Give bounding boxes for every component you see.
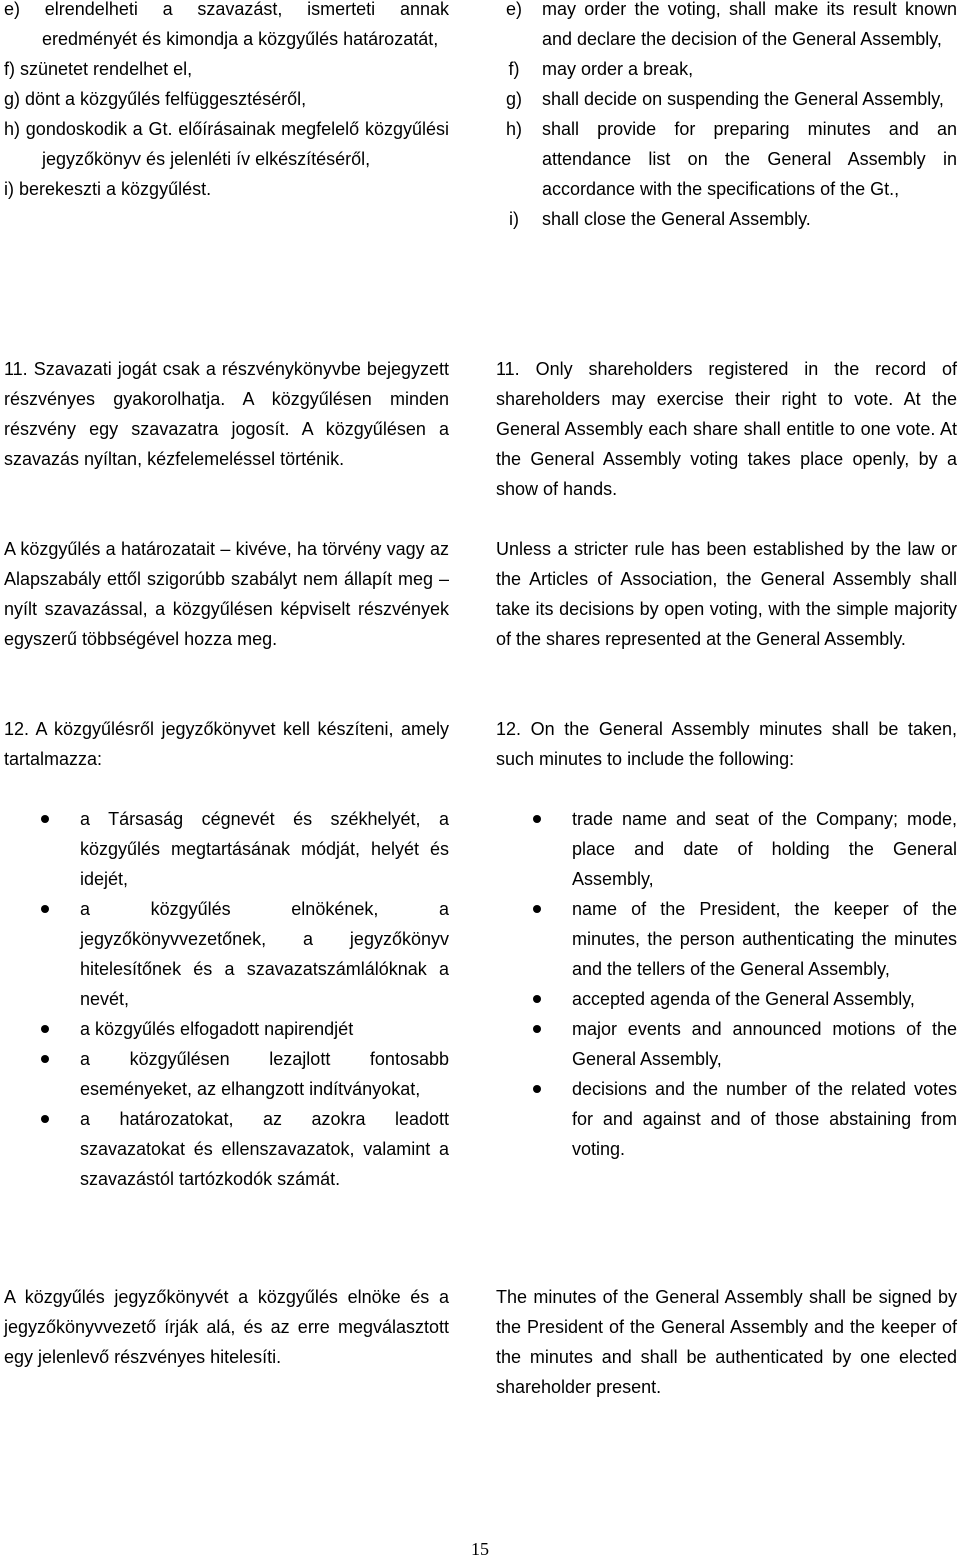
bullet-icon	[41, 905, 49, 913]
page-number: 15	[471, 1539, 489, 1559]
hu-list-item-h: h) gondoskodik a Gt. előírásainak megfelelő közgyűlési jegyzőkönyv és jelenléti ív elkészítéséről,	[4, 119, 449, 169]
en-list-item-i: i) shall close the General Assembly.	[496, 204, 957, 234]
en-list-item-g: g) shall decide on suspending the General Assembly,	[496, 84, 957, 114]
bullet-icon	[41, 1055, 49, 1063]
hu-section-12: 12. A közgyűlésről jegyzőkönyvet kell készíteni, amely tartalmazza:	[4, 719, 449, 769]
bullet-icon	[533, 995, 541, 1003]
bullet-icon	[41, 815, 49, 823]
bullet-icon	[41, 1115, 49, 1123]
list-label: f)	[508, 59, 520, 79]
en-chairman-powers-list	[496, 0, 957, 234]
bullet-icon	[533, 1085, 541, 1093]
en-section-12: 12. On the General Assembly minutes shall be taken, such minutes to include the following:	[496, 719, 957, 769]
list-item: a közgyűlésen lezajlott fontosabb eseményeket, az elhangzott indítványokat,	[4, 1044, 449, 1104]
list-item: accepted agenda of the General Assembly,	[496, 984, 957, 1014]
en-list-item-f: f) may order a break,	[496, 54, 957, 84]
bullet-icon	[41, 1025, 49, 1033]
en-minutes-contents-list	[496, 804, 957, 1164]
list-item: a közgyűlés elfogadott napirendjét	[4, 1014, 449, 1044]
list-item: a határozatokat, az azokra leadott szavazatokat és ellenszavazatok, valamint a szavazástól tartózkodók számát.	[4, 1104, 449, 1194]
list-item: trade name and seat of the Company; mode, place and date of holding the General Assembly,	[496, 804, 957, 894]
hu-section-11-voting: A közgyűlés a határozatait ‒ kivéve, ha törvény vagy az Alapszabály ettől szigorúbb szabályt nem állapít meg ‒ nyílt szavazással, a közgyűlésen képviselt részvények egyszerű többségével hozza meg.	[4, 539, 449, 649]
list-label: h)	[505, 119, 522, 139]
bullet-icon	[533, 905, 541, 913]
en-list-item-e: e) may order the voting, shall make its result known and declare the decision of the General Assembly,	[496, 0, 957, 54]
hu-list-item-g: g) dönt a közgyűlés felfüggesztéséről,	[4, 89, 307, 109]
list-label: g)	[505, 89, 522, 109]
list-label: i)	[509, 209, 519, 229]
list-item: name of the President, the keeper of the minutes, the person authenticating the minutes and the tellers of the General Assembly,	[496, 894, 957, 984]
list-item: decisions and the number of the related votes for and against and of those abstaining from voting.	[496, 1074, 957, 1164]
en-section-11: 11. Only shareholders registered in the record of shareholders may exercise their right to vote. At the General Assembly each share shall entitle to one vote. At the General Assembly voting takes place openly, by a show of hands.	[496, 359, 957, 499]
hu-list-item-i: i) berekeszti a közgyűlést.	[4, 179, 212, 199]
list-item: a Társaság cégnevét és székhelyét, a közgyűlés megtartásának módját, helyét és idejét,	[4, 804, 449, 894]
hu-list-item-e: e) elrendelheti a szavazást, ismerteti annak eredményét és kimondja a közgyűlés határozatát,	[4, 0, 449, 49]
list-label: e)	[505, 0, 522, 19]
hu-list-item-f: f) szünetet rendelhet el,	[4, 59, 193, 79]
hu-minutes-signature: A közgyűlés jegyzőkönyvét a közgyűlés elnöke és a jegyzőkönyvvezető írják alá, és az erre megválasztott egy jelenlevő részvényes hitelesíti.	[4, 1287, 449, 1367]
en-section-11-voting: Unless a stricter rule has been established by the law or the Articles of Association, the General Assembly shall take its decisions by open voting, with the simple majority of the shares represented at the General Assembly.	[496, 539, 957, 649]
hu-chairman-powers-list	[4, 0, 449, 204]
hu-minutes-contents-list	[4, 804, 449, 1194]
list-item: a közgyűlés elnökének, a jegyzőkönyvvezetőnek, a jegyzőkönyv hitelesítőnek és a szavazatszámlálóknak a nevét,	[4, 894, 449, 1014]
en-list-item-h: h) shall provide for preparing minutes and an attendance list on the General Assembly in accordance with the specifications of the Gt.,	[496, 114, 957, 204]
hu-section-11: 11. Szavazati jogát csak a részvénykönyvbe bejegyzett részvényes gyakorolhatja. A közgyűlésen minden részvény egy szavazatra jogosít. A közgyűlésen a szavazás nyíltan, kézfelemeléssel történik.	[4, 359, 449, 469]
list-item: major events and announced motions of the General Assembly,	[496, 1014, 957, 1074]
bullet-icon	[533, 1025, 541, 1033]
bullet-icon	[533, 815, 541, 823]
en-minutes-signature: The minutes of the General Assembly shall be signed by the President of the General Assembly and the keeper of the minutes and shall be authenticated by one elected shareholder present.	[496, 1287, 957, 1397]
